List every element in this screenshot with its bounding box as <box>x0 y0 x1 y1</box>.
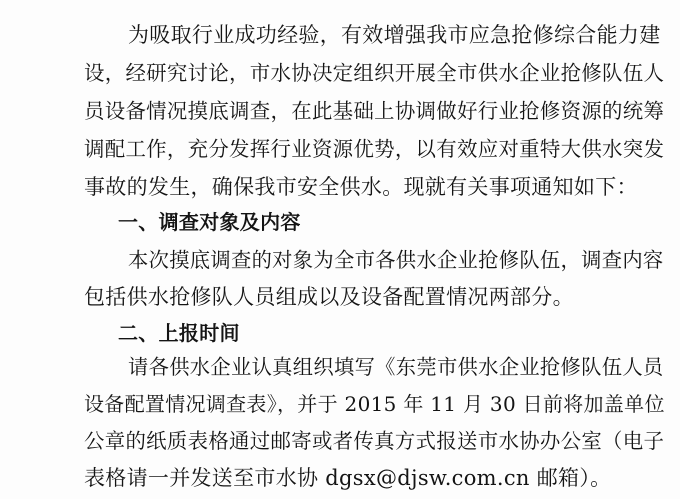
section2-line-4: 表格请一并发送至市水协 dgsx@djsw.com.cn 邮箱）。 <box>84 466 612 490</box>
intro-line-5: 事故的发生，确保我市安全供水。现就有关事项通知如下： <box>84 175 638 199</box>
intro-line-2: 设，经研究讨论，市水协决定组织开展全市供水企业抢修队伍人 <box>84 61 665 85</box>
section2-line-1: 请各供水企业认真组织填写《东莞市供水企业抢修队伍人员 <box>128 355 664 379</box>
section1-line-2: 包括供水抢修队人员组成以及设备配置情况两部分。 <box>84 285 574 309</box>
intro-line-3: 员设备情况摸底调查，在此基础上协调做好行业抢修资源的统筹 <box>84 99 665 123</box>
intro-line-1: 为吸取行业成功经验，有效增强我市应急抢修综合能力建 <box>128 23 661 47</box>
section1-heading: 一、调查对象及内容 <box>118 210 301 234</box>
section2-heading: 二、上报时间 <box>118 321 240 345</box>
intro-line-4: 调配工作，充分发挥行业资源优势，以有效应对重特大供水突发 <box>84 137 665 161</box>
section2-line-2: 设备配置情况调查表》，并于 2015 年 11 月 30 日前将加盖单位 <box>84 392 665 416</box>
section1-line-1: 本次摸底调查的对象为全市各供水企业抢修队伍，调查内容 <box>128 248 664 272</box>
section2-line-3: 公章的纸质表格通过邮寄或者传真方式报送市水协办公室（电子 <box>84 429 665 453</box>
